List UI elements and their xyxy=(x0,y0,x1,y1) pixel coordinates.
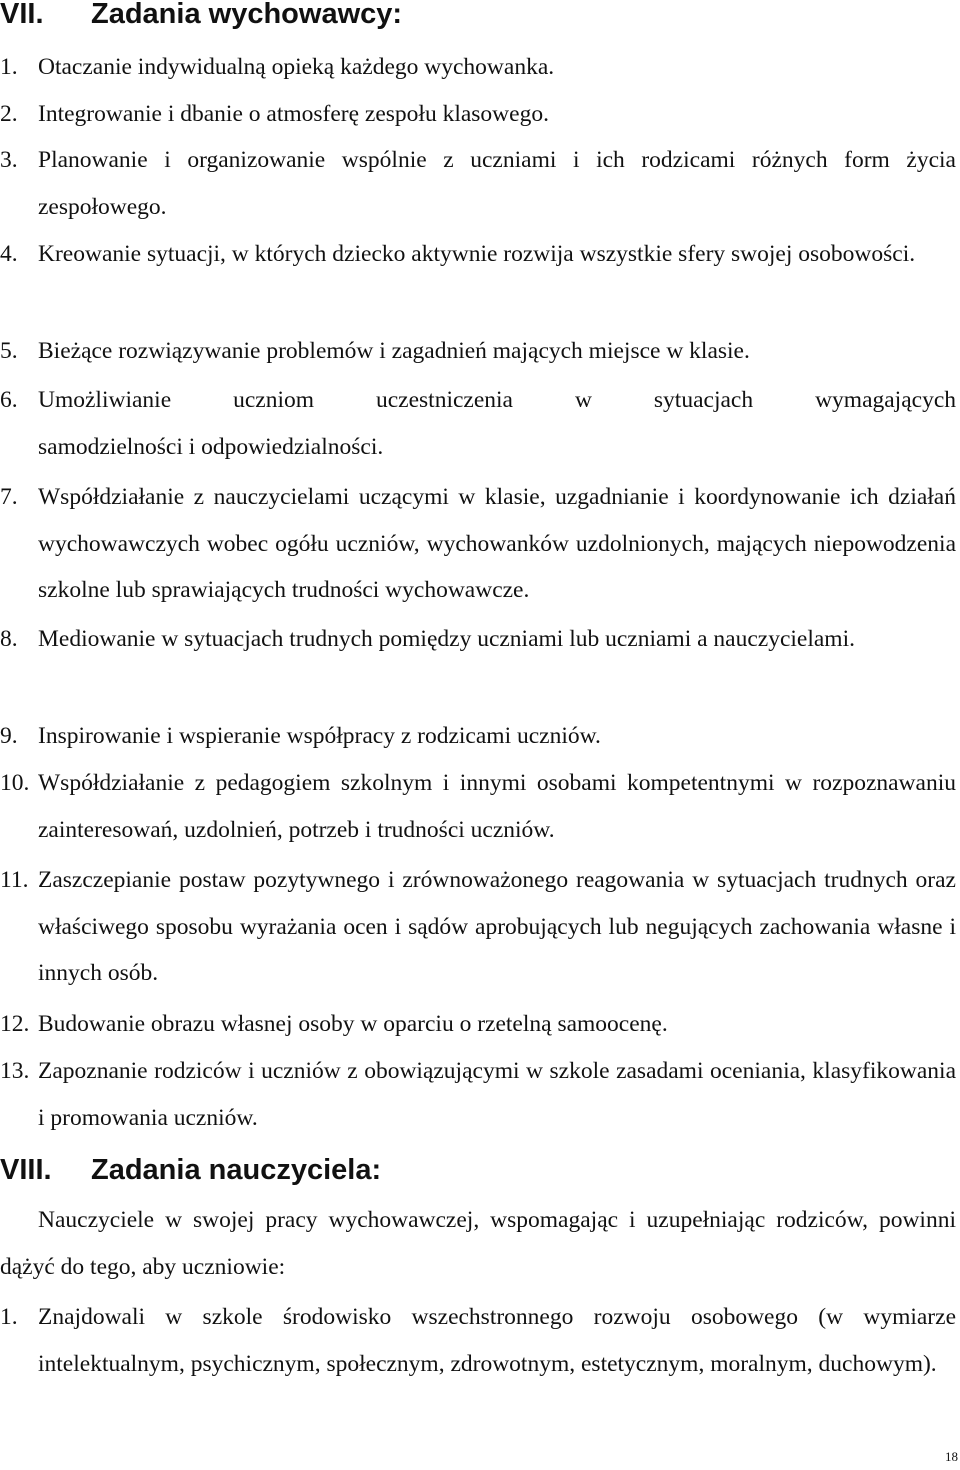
list-text: Współdziałanie z nauczycielami uczącymi w klasie, uzgadnianie i koordynowanie ich działań wychowawczych wobec ogółu uczniów, wychowanków uzdolnionych, mających niepowodzenia szkolne lub sprawiających trudności wychowawcze. xyxy=(38,484,956,604)
list-number: 9. xyxy=(0,723,18,749)
list-text: Zaszczepianie postaw pozytywnego i zrównoważonego reagowania w sytuacjach trudnych oraz właściwego sposobu wyrażania ocen i sądów aprobujących lub negujących zachowania własne i innych osób. xyxy=(38,867,956,987)
list-text: Budowanie obrazu własnej osoby w oparciu o rzetelną samoocenę. xyxy=(38,1011,668,1037)
list-text: Zapoznanie rodziców i uczniów z obowiązującymi w szkole zasadami oceniania, klasyfikowania i promowania uczniów. xyxy=(38,1058,956,1131)
list-number: 4. xyxy=(0,241,18,267)
list-item-7-12 xyxy=(0,1001,956,1048)
list-text: Inspirowanie i wspieranie współpracy z rodzicami uczniów. xyxy=(38,723,601,749)
list-text: Mediowanie w sytuacjach trudnych pomiędzy uczniami lub uczniami a nauczycielami. xyxy=(38,626,855,652)
list-text: Integrowanie i dbanie o atmosferę zespołu klasowego. xyxy=(38,101,549,127)
section-7-title: Zadania wychowawcy: xyxy=(91,0,403,30)
list-item-7-8 xyxy=(0,616,956,663)
list-number: 10. xyxy=(0,770,30,796)
list-number: 7. xyxy=(0,484,18,510)
list-number: 1. xyxy=(0,1304,18,1330)
page-number: 18 xyxy=(945,1449,958,1464)
section-7-heading xyxy=(0,0,402,31)
list-item-7-1 xyxy=(0,44,956,91)
list-item-8-1 xyxy=(0,1294,956,1387)
list-item-7-5 xyxy=(0,328,956,375)
list-number: 2. xyxy=(0,101,18,127)
list-item-7-7 xyxy=(0,474,956,614)
list-item-7-13 xyxy=(0,1048,956,1141)
section-8-number: VIII. xyxy=(0,1154,52,1186)
list-text: Otaczanie indywidualną opieką każdego wychowanka. xyxy=(38,54,555,80)
list-item-7-6 xyxy=(0,377,956,470)
list-number: 13. xyxy=(0,1058,30,1084)
list-number: 11. xyxy=(0,867,29,893)
list-number: 6. xyxy=(0,387,18,413)
list-item-7-3 xyxy=(0,137,956,230)
list-number: 5. xyxy=(0,338,18,364)
list-text: Znajdowali w szkole środowisko wszechstronnego rozwoju osobowego (w wymiarze intelektualnym, psychicznym, społecznym, zdrowotnym, estetycznym, moralnym, duchowym). xyxy=(38,1304,956,1377)
list-number: 8. xyxy=(0,626,18,652)
list-text: Bieżące rozwiązywanie problemów i zagadnień mających miejsce w klasie. xyxy=(38,338,750,364)
section-8-title: Zadania nauczyciela: xyxy=(91,1154,382,1186)
list-item-7-4 xyxy=(0,231,956,278)
list-item-7-9 xyxy=(0,713,956,760)
list-item-7-2 xyxy=(0,91,956,138)
list-text: Współdziałanie z pedagogiem szkolnym i innymi osobami kompetentnymi w rozpoznawaniu zainteresowań, uzdolnień, potrzeb i trudności uczniów. xyxy=(38,770,956,843)
list-text: Planowanie i organizowanie wspólnie z uczniami i ich rodzicami różnych form życia zespołowego. xyxy=(38,147,956,220)
list-number: 3. xyxy=(0,147,18,173)
list-number: 12. xyxy=(0,1011,30,1037)
list-text: Kreowanie sytuacji, w których dziecko aktywnie rozwija wszystkie sfery swojej osobowości. xyxy=(38,241,916,267)
section-8-intro: Nauczyciele w swojej pracy wychowawczej, wspomagając i uzupełniając rodziców, powinni dążyć do tego, aby uczniowie: xyxy=(0,1207,956,1280)
list-text-line-2: samodzielności i odpowiedzialności. xyxy=(38,433,384,460)
list-number: 1. xyxy=(0,54,18,80)
section-8-heading xyxy=(0,1153,381,1187)
section-7-number: VII. xyxy=(0,0,44,30)
list-text-line-1: Umożliwianie uczniom uczestniczenia w sytuacjach wymagających xyxy=(38,387,956,413)
list-item-7-10 xyxy=(0,760,956,853)
list-item-7-11 xyxy=(0,857,956,997)
